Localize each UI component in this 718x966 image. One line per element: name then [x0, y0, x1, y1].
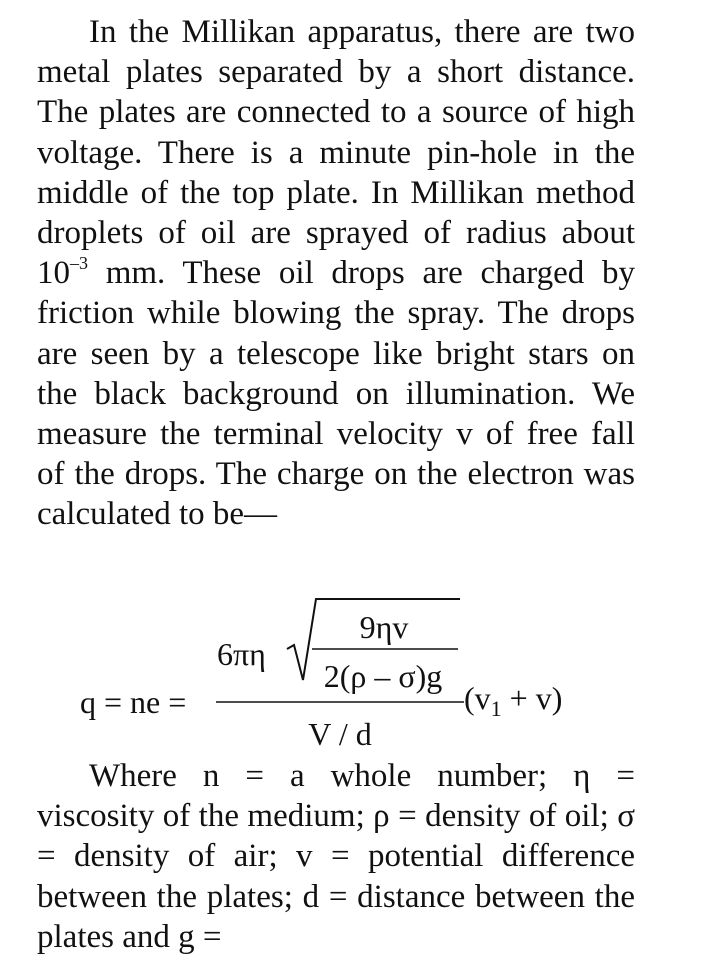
- radicand-numerator: 9ηv: [359, 609, 409, 645]
- intro-text: In the Millikan apparatus, there are two metal plates separated by a short distance. The plates are connected to a source of high voltage. There is a minute pin-hole in the middle of the top plate. In Millikan method droplets of oil are sprayed of radius about 10: [37, 14, 635, 292]
- radicand-denominator: 2(ρ – σ)g: [323, 658, 443, 694]
- intro-paragraph: [37, 12, 635, 535]
- definitions-paragraph: Where n = a whole number; η = viscosity of the medium; ρ = density of oil; σ = density of air; v = potential difference between the plates; d = distance between the plates and g =: [37, 758, 635, 955]
- millikan-charge-equation: [0, 585, 718, 755]
- equation-graphic: [0, 585, 718, 755]
- equation-coefficient: 6πη: [217, 636, 266, 672]
- exponent: –3: [70, 253, 88, 274]
- main-denominator: V / d: [308, 716, 372, 752]
- intro-text-continued: mm. These oil drops are charged by friction while blowing the spray. The drops are seen by a telescope like bright stars on the black background on illumination. We measure the terminal velocity v of free fall of the drops. The charge on the electron was calculated to be—: [37, 255, 635, 533]
- equation-lhs: q = ne =: [80, 684, 187, 720]
- equation-factor: $(v_1 + v)$: [464, 680, 563, 721]
